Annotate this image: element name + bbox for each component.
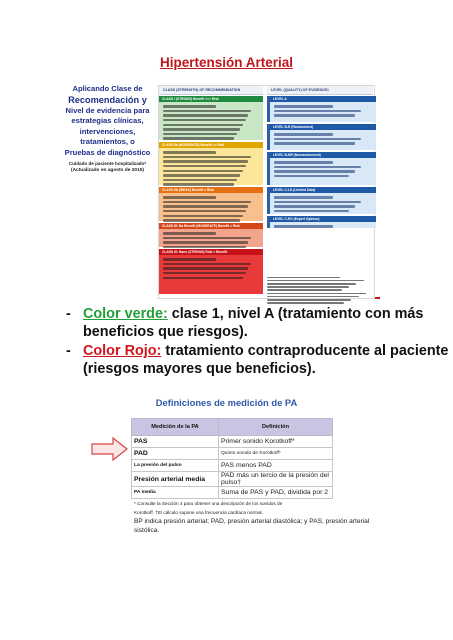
- text-line: [163, 133, 237, 135]
- bullet-list: [66, 306, 451, 380]
- table-row: [132, 436, 333, 448]
- text-line: [267, 277, 340, 279]
- side-caption: [60, 84, 155, 174]
- text-line: [163, 232, 216, 234]
- side-note: Cuidado de paciente hospitalizado*: [68, 161, 147, 166]
- definitions-table: [131, 418, 333, 499]
- text-line: [274, 105, 333, 107]
- definitions-footnote: [134, 499, 374, 535]
- term-cell: La presión del pulso: [132, 460, 219, 472]
- text-line: [163, 210, 246, 212]
- text-line: [163, 174, 240, 176]
- text-line: [163, 119, 246, 121]
- level-block: [267, 124, 376, 150]
- text-line: [274, 225, 333, 227]
- definition-cell: Primer sonido Korotkoff*: [219, 436, 333, 448]
- table-row: [132, 487, 333, 499]
- term-cell: Presión arterial media: [132, 472, 219, 487]
- level-label: LEVEL A: [270, 96, 376, 102]
- text-line: [274, 205, 355, 207]
- side-line: Nivel de evidencia para: [65, 105, 150, 115]
- class-block: [159, 187, 263, 221]
- class-label: CLASS III: Harm (STRONG) Risk > Benefit: [159, 249, 263, 255]
- text-line: [274, 170, 355, 172]
- text-line: [163, 277, 243, 279]
- class-label: CLASS I (STRONG) Benefit >>> Risk: [159, 96, 263, 102]
- text-line: [163, 137, 234, 139]
- definition-cell: PAS menos PAD: [219, 460, 333, 472]
- side-line: tratamientos, o: [80, 137, 135, 146]
- definition-cell: Quinto sonido de Korotkoff*: [219, 448, 333, 460]
- text-line: [163, 156, 251, 158]
- text-line: [274, 196, 333, 198]
- footnote-line: Korotkoff. †El cálculo supone una frecuencia cardíaca normal.: [134, 510, 263, 515]
- arrow-right-icon: [91, 437, 129, 461]
- side-line: Pruebas de diagnóstico: [64, 147, 151, 157]
- level-label: LEVEL B-R (Randomized): [270, 124, 376, 130]
- class-block: [159, 223, 263, 247]
- text-line: [163, 219, 240, 221]
- level-block: [267, 187, 376, 214]
- footnote-line: * Consulte la Sección 4 para obtener una descripción de los sonidos de: [134, 501, 283, 506]
- text-line: [274, 138, 361, 140]
- text-line: [267, 289, 342, 291]
- text-line: [274, 201, 361, 203]
- level-label: LEVEL C-LD (Limited Data): [270, 187, 376, 193]
- side-line: intervenciones,: [79, 126, 136, 136]
- text-line: [163, 241, 248, 243]
- text-line: [267, 293, 366, 295]
- footnote-abbrev: BP indica presión arterial; PAD, presión arterial diastólica; y PAS, presión arterial sistólica.: [134, 518, 370, 534]
- text-line: [163, 170, 243, 172]
- text-line: [274, 161, 333, 163]
- level-header: LEVEL (QUALITY) OF EVIDENCE‡: [267, 86, 373, 95]
- level-label: LEVEL B-NR (Nonrandomized): [270, 152, 376, 158]
- side-line: Aplicando Clase de: [72, 84, 143, 93]
- text-line: [163, 179, 237, 181]
- text-line: [163, 272, 246, 274]
- green-label: Color verde:: [83, 306, 168, 322]
- red-dash: [375, 297, 380, 299]
- level-block: [267, 216, 376, 228]
- term-cell: PA media: [132, 487, 219, 499]
- term-cell: PAD: [132, 448, 219, 460]
- text-line: [163, 151, 216, 153]
- text-line: [163, 201, 251, 203]
- bullet-mark: -: [66, 306, 71, 322]
- term-cell: PAS: [132, 436, 219, 448]
- text-line: [267, 299, 351, 301]
- text-line: [267, 283, 356, 285]
- text-line: [267, 280, 364, 282]
- text-line: [163, 205, 248, 207]
- text-line: [163, 124, 243, 126]
- text-line: [267, 296, 359, 298]
- red-label: Color Rojo:: [83, 343, 162, 359]
- class-label: CLASS IIb (WEAK) Benefit ≥ Risk: [159, 187, 263, 193]
- text-line: [267, 286, 349, 288]
- text-line: [163, 263, 251, 265]
- definition-cell: PAD más un tercio de la presión del pulso†: [219, 472, 333, 487]
- level-label: LEVEL C-EO (Expert Opinion): [270, 216, 376, 222]
- table-row: [132, 472, 333, 487]
- text-line: [163, 196, 216, 198]
- table-row: [132, 460, 333, 472]
- text-line: [163, 160, 248, 162]
- bullet-text: tratamiento contraproducente al paciente (riesgos mayores que beneficios).: [83, 343, 449, 377]
- side-line: estrategias clínicas,: [71, 116, 144, 125]
- text-line: [267, 302, 344, 304]
- bullet-mark: -: [66, 343, 71, 359]
- text-line: [274, 166, 361, 168]
- text-line: [274, 142, 355, 144]
- level-block: [267, 96, 376, 122]
- text-line: [163, 183, 234, 185]
- text-line: [163, 267, 248, 269]
- text-line: [163, 165, 246, 167]
- col-term-header: Medición de la PA: [132, 419, 219, 436]
- side-date: (Actualizado en agosto de 2015): [70, 168, 145, 173]
- page-title: Hipertensión Arterial: [159, 55, 294, 70]
- table-row: [132, 448, 333, 460]
- text-line: [274, 110, 361, 112]
- text-line: [163, 258, 216, 260]
- text-line: [163, 105, 216, 107]
- class-label: CLASS III: No Benefit (MODERATE) Benefit = Risk: [159, 223, 263, 229]
- level-block: [267, 152, 376, 185]
- class-label: CLASS IIa (MODERATE) Benefit >> Risk: [159, 142, 263, 148]
- class-header: CLASS (STRENGTH) OF RECOMMENDATION: [159, 86, 263, 95]
- text-line: [274, 175, 349, 177]
- col-def-header: Definición: [219, 419, 333, 436]
- table-notes: [267, 275, 371, 305]
- bullet-text: clase 1, nivel A (tratamiento con más beneficios que riesgos).: [83, 306, 424, 340]
- class-block: [159, 142, 263, 185]
- bullet-green: [66, 306, 451, 341]
- text-line: [163, 237, 251, 239]
- text-line: [274, 114, 355, 116]
- bullet-red: [66, 343, 451, 378]
- text-line: [274, 133, 333, 135]
- text-line: [163, 215, 243, 217]
- text-line: [163, 110, 251, 112]
- text-line: [163, 128, 240, 130]
- text-line: [163, 114, 248, 116]
- class-block: [159, 96, 263, 140]
- class-block: [159, 249, 263, 294]
- definitions-title: Definiciones de medición de PA: [155, 397, 298, 408]
- definition-cell: Suma de PAS y PAD, dividida por 2: [219, 487, 333, 499]
- side-line: Recomendación y: [68, 94, 147, 105]
- text-line: [274, 210, 349, 212]
- acc-aha-recommendation-table: [158, 85, 375, 299]
